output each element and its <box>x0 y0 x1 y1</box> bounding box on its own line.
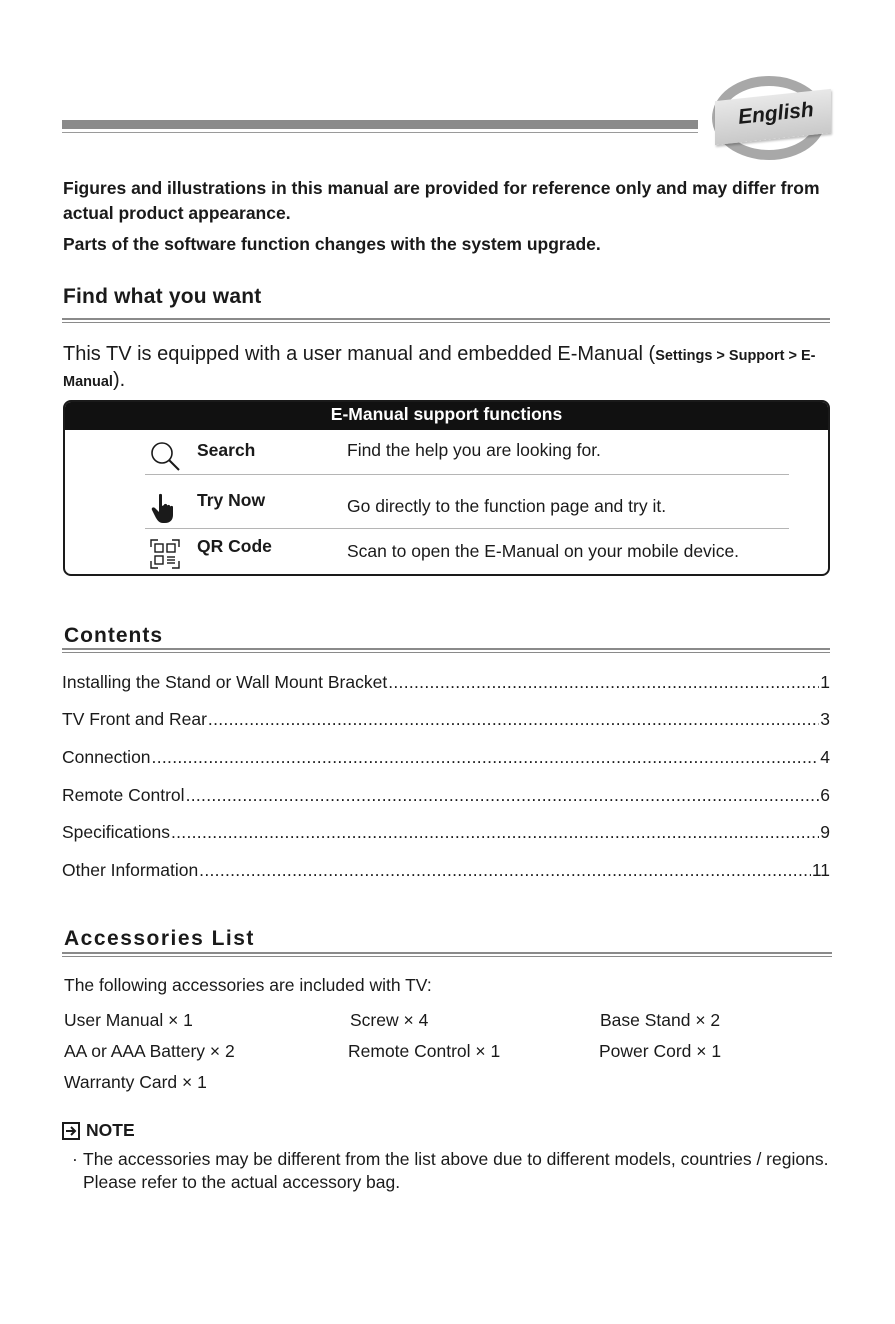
toc-entry-title: Connection <box>62 747 151 767</box>
toc-leader-dots <box>208 709 819 730</box>
toc-entry-title: Remote Control <box>62 785 185 805</box>
toc-entry-page: 11 <box>811 860 830 880</box>
emanual-function-search <box>145 434 789 484</box>
accessories-intro: The following accessories are included with TV: <box>64 975 432 995</box>
note-bullet: · <box>72 1149 78 1169</box>
search-icon <box>149 440 181 472</box>
toc-entry[interactable] <box>62 672 830 693</box>
emanual-functions-box <box>63 400 830 576</box>
toc-leader-dots <box>199 860 811 881</box>
find-intro-text: This TV is equipped with a user manual and embedded E-Manual ( <box>63 343 656 365</box>
toc-entry-page: 1 <box>820 672 830 692</box>
disclaimer-reference: Figures and illustrations in this manual are provided for reference only and may differ from actual product appearance. <box>63 178 820 223</box>
toc-entry-title: TV Front and Rear <box>62 709 207 729</box>
toc-leader-dots <box>152 747 820 768</box>
toc-entry-title: Other Information <box>62 860 199 880</box>
emanual-functions-header: E-Manual support functions <box>65 402 828 430</box>
toc-entry-page: 3 <box>820 709 830 729</box>
disclaimer-software: Parts of the software function changes with the system upgrade. <box>63 234 601 254</box>
hand-pointer-icon <box>149 492 181 524</box>
emanual-row-divider <box>145 528 789 529</box>
accessories-section-rule <box>62 952 832 957</box>
emanual-function-qr-code <box>145 532 789 576</box>
toc-entry-title: Specifications <box>62 822 170 842</box>
find-section-title: Find what you want <box>63 285 262 308</box>
toc-entry[interactable] <box>62 785 830 806</box>
find-intro-path: Settings > Support > E-Manual <box>63 348 816 390</box>
emanual-function-name: QR Code <box>197 536 272 556</box>
header-bar <box>62 120 698 129</box>
note-heading <box>62 1120 135 1141</box>
header-bar-line <box>62 132 698 133</box>
emanual-row-divider <box>145 474 789 475</box>
accessory-item: Screw × 4 <box>350 1010 429 1030</box>
toc-entry[interactable] <box>62 709 830 730</box>
note-title: NOTE <box>86 1120 135 1140</box>
accessory-item: Warranty Card × 1 <box>64 1072 207 1092</box>
contents-section-rule <box>62 648 830 653</box>
contents-section-title: Contents <box>64 624 163 647</box>
accessory-item: AA or AAA Battery × 2 <box>64 1041 235 1061</box>
find-intro-end: ). <box>112 369 126 391</box>
toc-entry-title: Installing the Stand or Wall Mount Bracket <box>62 672 388 692</box>
note-icon <box>62 1122 80 1140</box>
toc-entry[interactable] <box>62 747 830 768</box>
emanual-function-desc: Go directly to the function page and try it. <box>347 496 667 516</box>
emanual-function-name: Try Now <box>197 490 266 510</box>
note-text: The accessories may be different from the list above due to different models, countries / regions. Please refer to the actual accessory bag. <box>83 1149 829 1192</box>
emanual-function-desc: Scan to open the E-Manual on your mobile device. <box>347 541 740 561</box>
toc-entry-page: 9 <box>820 822 830 842</box>
toc-entry-page: 6 <box>820 785 830 805</box>
accessories-section-title: Accessories List <box>64 927 255 950</box>
toc-entry-page: 4 <box>820 747 830 767</box>
toc-leader-dots <box>171 822 819 843</box>
note-body <box>62 1148 837 1194</box>
accessory-item: Remote Control × 1 <box>348 1041 501 1061</box>
qr-code-icon <box>149 538 181 570</box>
find-intro <box>63 342 843 394</box>
toc-leader-dots <box>388 672 819 693</box>
toc-leader-dots <box>186 785 820 806</box>
emanual-function-name: Search <box>197 440 256 460</box>
accessory-item: Power Cord × 1 <box>599 1041 722 1061</box>
language-badge-label: English <box>736 98 815 129</box>
toc-entry[interactable] <box>62 822 830 843</box>
find-section-rule <box>62 318 830 323</box>
accessory-item: User Manual × 1 <box>64 1010 193 1030</box>
toc-entry[interactable] <box>62 860 830 881</box>
accessory-item: Base Stand × 2 <box>600 1010 721 1030</box>
emanual-function-desc: Find the help you are looking for. <box>347 440 601 460</box>
